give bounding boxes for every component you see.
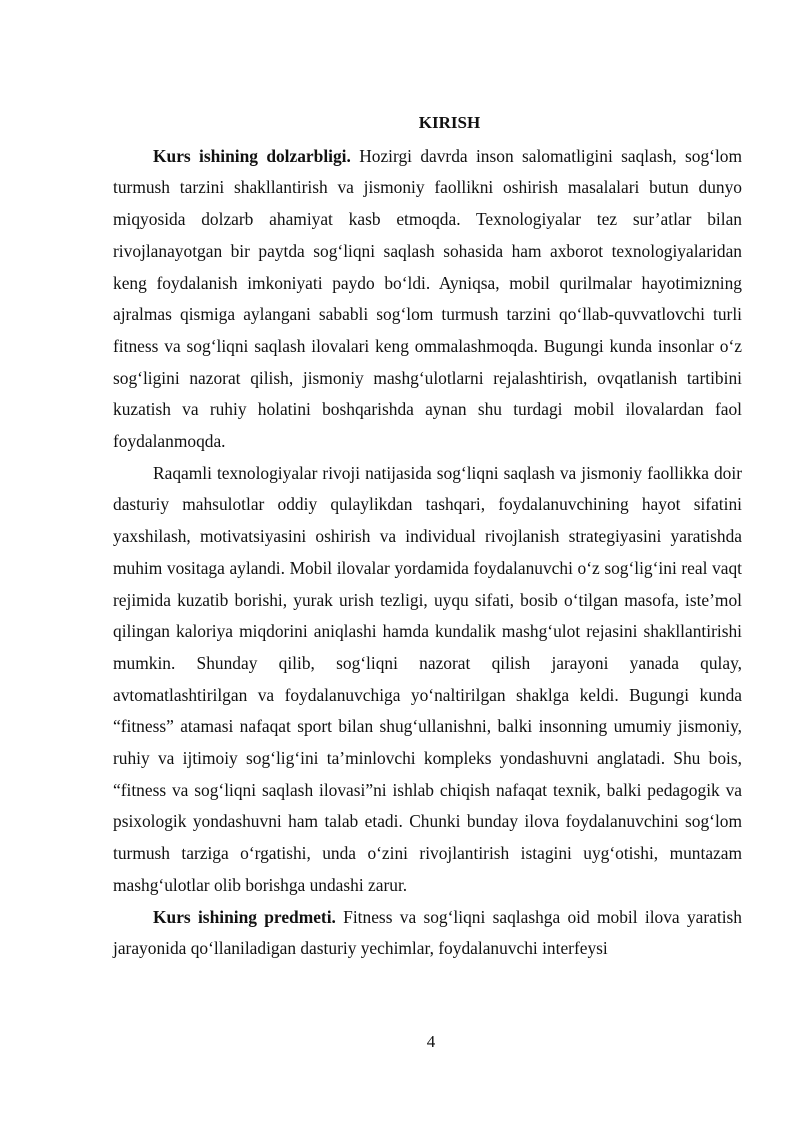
paragraph-subject bbox=[113, 902, 742, 965]
section-title: KIRISH bbox=[418, 113, 481, 132]
paragraph-digital-tech bbox=[113, 458, 742, 902]
paragraph-relevance bbox=[113, 141, 742, 458]
page-content bbox=[113, 107, 742, 965]
paragraph-lead: Kurs ishining dolzarbligi. bbox=[153, 145, 351, 166]
paragraph-lead: Kurs ishining predmeti. bbox=[153, 906, 336, 927]
page-number: 4 bbox=[426, 1032, 436, 1051]
paragraph-text: Raqamli texnologiyalar rivoji natijasida sog‘liqni saqlash va jismoniy faollikka doir dasturiy mahsulotlar oddiy qulaylikdan tashqari, foydalanuvchining hayot sifatini yaxshilash, motivatsiyasini oshirish va individual rivojlanish strategiyasini yaratishda muhim vositaga aylandi. Mobil ilovalar yordamida foydalanuvchi o‘z sog‘lig‘ini real vaqt rejimida kuzatib borishi, yurak urish tezligi, uyqu sifati, bosib o‘tilgan masofa, iste’mol qilingan kaloriya miqdorini aniqlashi hamda kundalik mashg‘ulot rejasini shakllantirishi mumkin. Shunday qilib, sog‘liqni nazorat qilish jarayoni yanada qulay, avtomatlashtirilgan va foydalanuvchiga yo‘naltirilgan shaklga keldi. Bugungi kunda “fitness” atamasi nafaqat sport bilan shug‘ullanishni, balki insonning umumiy jismoniy, ruhiy va ijtimoiy sog‘lig‘ini ta’minlovchi kompleks yondashuvni anglatadi. Shu bois, “fitness va sog‘liqni saqlash ilovasi”ni ishlab chiqish nafaqat texnik, balki pedagogik va psixologik yondashuvni ham talab etadi. Chunki bunday ilova foydalanuvchini sog‘lom turmush tarziga o‘rgatishi, unda o‘zini rivojlantirish istagini uyg‘otishi, muntazam mashg‘ulotlar olib borishga undashi zarur. bbox=[113, 462, 742, 895]
paragraph-text: Hozirgi davrda inson salomatligini saqlash, sog‘lom turmush tarzini shakllantirish va jismoniy faollikni oshirish masalalari butun dunyo miqyosida dolzarb ahamiyat kasb etmoqda. Texnologiyalar tez sur’atlar bilan rivojlanayotgan bir paytda sog‘liqni saqlash sohasida ham axborot texnologiyalaridan keng foydalanish imkoniyati paydo bo‘ldi. Ayniqsa, mobil qurilmalar hayotimizning ajralmas qismiga aylangani sababli sog‘lom turmush tarzini qo‘llab-quvvatlovchi turli fitness va sog‘liqni saqlash ilovalari keng ommalashmoqda. Bugungi kunda insonlar o‘z sog‘ligini nazorat qilish, jismoniy mashg‘ulotlarni rejalashtirish, ovqatlanish tartibini kuzatish va ruhiy holatini boshqarishda aynan shu turdagi mobil ilovalardan faol foydalanmoqda. bbox=[113, 145, 742, 452]
paragraph-text: Fitness va sog‘liqni saqlashga oid mobil ilova yaratish jarayonida qo‘llaniladigan dasturiy yechimlar, foydalanuvchi interfeysi bbox=[113, 906, 742, 959]
